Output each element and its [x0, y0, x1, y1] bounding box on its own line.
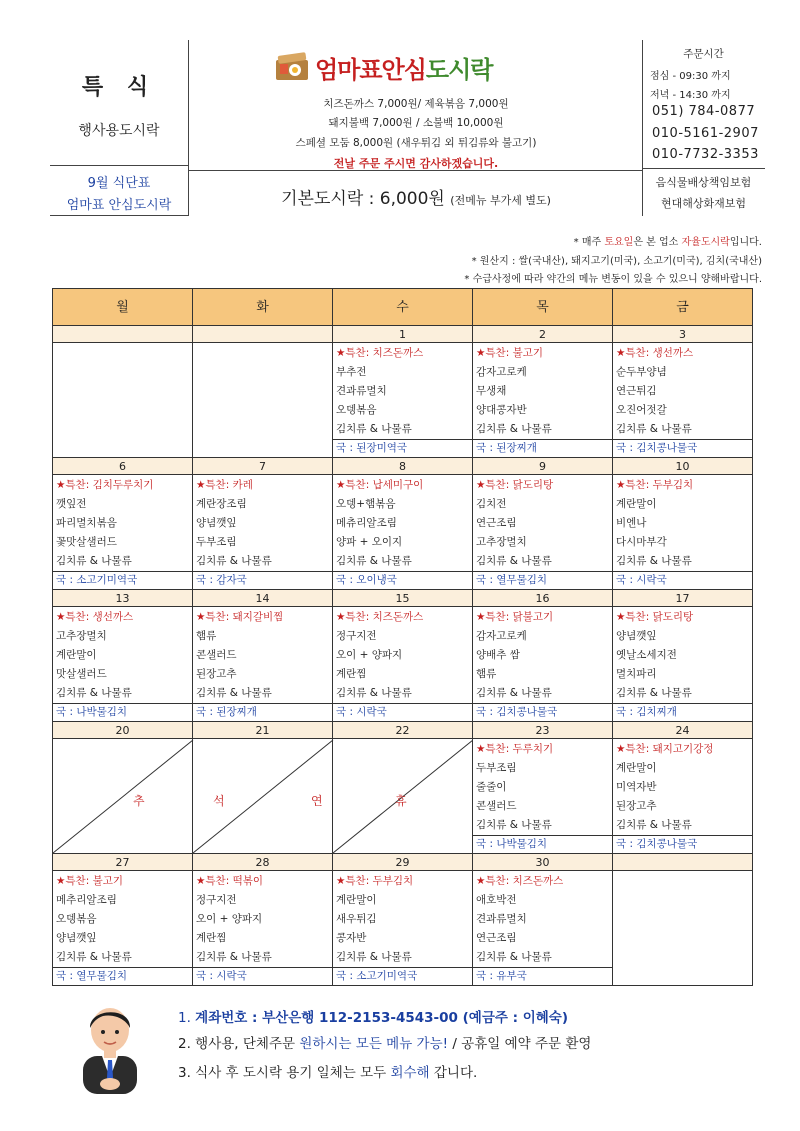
date-number-tue: 14	[193, 590, 333, 606]
menu-item: 계란말이	[336, 894, 377, 906]
note-saturday-prefix: * 매주	[573, 237, 605, 248]
menu-item: 햄류	[476, 668, 497, 680]
holiday-label-char: 석	[213, 794, 225, 808]
menu-item: 김치류 & 나물류	[616, 555, 692, 567]
special-dish: ★특찬: 카레	[196, 479, 253, 491]
menu-items	[613, 607, 752, 703]
vat-note: (전메뉴 부가세 별도)	[450, 194, 551, 207]
date-row	[53, 854, 752, 871]
menu-items	[193, 607, 332, 703]
menu-item: 양념깻잎	[56, 932, 97, 944]
special-dish	[616, 872, 749, 891]
day-row	[53, 871, 752, 985]
menu-item: 오이 + 양파지	[196, 913, 263, 925]
menu-item: 김치류 & 나물류	[616, 423, 692, 435]
day-cell-mon	[53, 871, 193, 985]
footer-line-1-text: 계좌번호 : 부산은행 112-2153-4543-00 (예금주 : 이혜숙)	[195, 1010, 569, 1026]
header-divider-left-h	[50, 165, 188, 166]
menu-item: 순두부양념	[616, 366, 667, 378]
soup-of-day: 국 : 소고기미역국	[53, 571, 192, 589]
footer-line-2-prefix: 2. 행사용, 단체주문	[178, 1036, 300, 1052]
date-number-mon: 13	[53, 590, 193, 606]
special-dish: ★특찬: 납세미구이	[336, 479, 424, 491]
day-cell-wed	[333, 607, 473, 721]
day-row	[53, 607, 752, 721]
day-cell-thu	[473, 343, 613, 457]
date-number-wed: 1	[333, 326, 473, 342]
weekday-fri: 금	[676, 300, 689, 315]
menu-item: 애호박전	[476, 894, 517, 906]
menu-item: 계란말이	[56, 649, 97, 661]
day-cell-tue	[193, 343, 333, 457]
soup-of-day: 국 : 된장찌개	[193, 703, 332, 721]
menu-item	[616, 891, 749, 910]
menu-items	[193, 871, 332, 967]
day-cell-mon	[53, 607, 193, 721]
note-saturday-suffix: 입니다.	[729, 237, 762, 248]
menu-item: 오진어젓갈	[616, 404, 667, 416]
date-number-fri	[613, 854, 752, 870]
phone-2: 010-5161-2907	[652, 126, 759, 141]
menu-item: 김치류 & 나물류	[616, 687, 692, 699]
order-notice: 전날 주문 주시면 감사하겠습니다.	[333, 157, 499, 170]
menu-item: 햄류	[196, 630, 217, 642]
soup-of-day: 국 : 시락국	[333, 703, 472, 721]
day-cell-fri	[613, 871, 752, 985]
special-subtitle: 행사용도시락	[78, 123, 160, 139]
footer-line-3-suffix: 갑니다.	[429, 1065, 478, 1081]
menu-item: 파리멸치볶음	[56, 517, 117, 529]
day-cell-fri	[613, 343, 752, 457]
special-dish: ★특찬: 두부김치	[336, 875, 414, 887]
weekday-tue: 화	[193, 289, 333, 325]
date-number-fri: 17	[675, 592, 690, 605]
date-number-fri: 24	[675, 724, 690, 737]
date-number-thu: 23	[473, 722, 613, 738]
menu-item: 된장고추	[616, 800, 657, 812]
day-cell-fri	[613, 475, 752, 589]
menu-item: 김치류 & 나물류	[476, 951, 552, 963]
brand-label: 엄마표 안심도시락	[66, 198, 172, 213]
menu-items	[53, 607, 192, 703]
day-cell-thu	[473, 871, 613, 985]
special-dish: ★특찬: 돼지고기강정	[616, 743, 714, 755]
menu-item: 메추리알조림	[56, 894, 117, 906]
menu-item: 김치류 & 나물류	[56, 555, 132, 567]
menu-item: 김치류 & 나물류	[336, 951, 412, 963]
date-number-wed: 8	[333, 458, 473, 474]
footer-line-group-order	[178, 1032, 591, 1052]
menu-item: 김치류 & 나물류	[476, 423, 552, 435]
date-number-thu: 2	[473, 326, 613, 342]
menu-item: 연근조림	[476, 517, 517, 529]
menu-item: 오뎅볶음	[336, 404, 377, 416]
date-number-thu: 30	[473, 854, 613, 870]
price-line-1: 치즈돈까스 7,000원/ 제육볶음 7,000원	[323, 98, 509, 110]
menu-items	[193, 475, 332, 571]
menu-item: 정구지전	[196, 894, 237, 906]
menu-item: 무생채	[476, 385, 507, 397]
special-dish: ★특찬: 떡볶이	[196, 875, 264, 887]
menu-item: 고추장멸치	[56, 630, 107, 642]
special-dish: ★특찬: 두부김치	[616, 479, 694, 491]
holiday-overlay	[53, 740, 473, 853]
holiday-label-char: 휴	[395, 794, 407, 808]
day-cell-thu	[473, 475, 613, 589]
special-dish: ★특찬: 치즈돈까스	[336, 347, 424, 359]
menu-item: 두부조림	[196, 536, 237, 548]
menu-item: 두부조림	[476, 762, 517, 774]
menu-calendar	[52, 288, 753, 986]
special-dish: ★특찬: 치즈돈까스	[336, 611, 424, 623]
weekday-thu: 목	[473, 289, 613, 325]
date-number-wed: 22	[333, 722, 473, 738]
menu-items	[53, 871, 192, 967]
menu-item: 연근조림	[476, 932, 517, 944]
menu-item: 미역자반	[616, 781, 657, 793]
menu-item: 계란장조림	[196, 498, 247, 510]
special-dish: ★특찬: 불고기	[56, 875, 124, 887]
day-cell-thu	[473, 739, 613, 853]
soup-of-day: 국 : 나박물김치	[473, 835, 612, 853]
special-dish: ★특찬: 닭불고기	[476, 611, 554, 623]
soup-of-day: 국 : 유부국	[473, 967, 612, 985]
menu-item: 연근튀김	[616, 385, 657, 397]
date-number-wed: 29	[333, 854, 473, 870]
date-number-thu: 9	[473, 458, 613, 474]
lunchbox-icon	[275, 50, 309, 82]
day-cell-tue	[193, 607, 333, 721]
menu-item	[196, 363, 329, 382]
date-number-mon: 20	[53, 722, 193, 738]
menu-items	[613, 871, 752, 967]
logo	[275, 48, 565, 84]
day-row	[53, 343, 752, 457]
note-saturday	[574, 233, 762, 248]
soup-of-day: 국 : 시락국	[613, 571, 752, 589]
insurance-1: 음식물배상책임보험	[655, 176, 752, 189]
insurance-2: 현대해상화재보험	[660, 197, 746, 210]
menu-item: 콘샐러드	[196, 649, 237, 661]
menu-items	[613, 739, 752, 835]
menu-item: 새우튀김	[336, 913, 377, 925]
menu-header	[50, 40, 765, 216]
special-dish: ★특찬: 생선까스	[56, 611, 134, 623]
menu-item: 김치류 & 나물류	[196, 687, 272, 699]
footer-line-1-num: 1.	[178, 1010, 196, 1026]
special-dish: ★특찬: 불고기	[476, 347, 544, 359]
menu-item	[56, 401, 189, 420]
menu-item	[616, 910, 749, 929]
special-dish: ★특찬: 닭도리탕	[476, 479, 554, 491]
menu-item: 다시마부각	[616, 536, 667, 548]
menu-item	[616, 948, 749, 967]
menu-items	[193, 343, 332, 439]
menu-items	[53, 475, 192, 571]
footer-line-2-suffix: / 공휴일 예약 주문 환영	[448, 1036, 592, 1052]
menu-item: 양념깻잎	[616, 630, 657, 642]
special-dish: ★특찬: 치즈돈까스	[476, 875, 564, 887]
footer-line-account	[178, 1006, 568, 1026]
special-title: 특 식	[81, 75, 157, 100]
soup-of-day: 국 : 나박물김치	[53, 703, 192, 721]
day-cell-thu	[473, 607, 613, 721]
date-number-mon	[53, 326, 193, 342]
date-number-wed: 15	[333, 590, 473, 606]
menu-item: 김치류 & 나물류	[616, 819, 692, 831]
menu-item: 양배추 쌈	[476, 649, 520, 661]
staff-avatar-icon	[75, 1000, 145, 1094]
date-number-tue: 21	[193, 722, 333, 738]
menu-items	[333, 475, 472, 571]
menu-items	[333, 871, 472, 967]
footer-line-3-prefix: 3. 식사 후 도시락 용기 일체는 모두	[178, 1065, 391, 1081]
special-dish	[196, 344, 329, 363]
menu-item	[56, 420, 189, 439]
soup-of-day	[193, 439, 332, 457]
order-lunch: 점심 - 09:30 까지	[650, 71, 731, 82]
menu-item: 계란말이	[616, 498, 657, 510]
day-cell-fri	[613, 739, 752, 853]
price-line-2: 돼지불백 7,000원 / 소불백 10,000원	[328, 117, 504, 129]
menu-item: 멸치파리	[616, 668, 657, 680]
soup-of-day: 국 : 감자국	[193, 571, 332, 589]
date-number-mon: 6	[53, 458, 193, 474]
menu-item: 깻잎전	[56, 498, 87, 510]
menu-item: 된장고추	[196, 668, 237, 680]
date-number-tue: 28	[193, 854, 333, 870]
calendar-week	[53, 458, 752, 590]
note-saturday-day: 토요일	[604, 237, 634, 248]
order-time-title: 주문시간	[683, 48, 724, 60]
menu-item: 줄줄이	[476, 781, 507, 793]
soup-of-day: 국 : 시락국	[193, 967, 332, 985]
weekday-mon: 월	[53, 289, 193, 325]
menu-item: 감자고로케	[476, 366, 527, 378]
special-dish: ★특찬: 닭도리탕	[616, 611, 694, 623]
note-change: * 수급사정에 따라 약간의 메뉴 변동이 있을 수 있으니 양해바랍니다.	[464, 274, 762, 285]
menu-item	[196, 382, 329, 401]
soup-of-day	[613, 967, 752, 985]
menu-item: 콩자반	[336, 932, 367, 944]
menu-item: 견과류멸치	[336, 385, 387, 397]
menu-item: 김치류 & 나물류	[196, 555, 272, 567]
menu-item	[56, 382, 189, 401]
menu-item: 김치류 & 나물류	[336, 687, 412, 699]
day-cell-tue	[193, 871, 333, 985]
soup-of-day: 국 : 열무물김치	[53, 967, 192, 985]
menu-items	[333, 607, 472, 703]
menu-item: 김치류 & 나물류	[336, 423, 412, 435]
menu-item: 김치류 & 나물류	[336, 555, 412, 567]
menu-item: 견과류멸치	[476, 913, 527, 925]
calendar-week	[53, 590, 752, 722]
menu-item: 감자고로케	[476, 630, 527, 642]
menu-item: 김치전	[476, 498, 507, 510]
logo-text-green: 도시락	[425, 56, 493, 84]
menu-items	[473, 475, 612, 571]
menu-item: 콘샐러드	[476, 800, 517, 812]
footer-line-return	[178, 1061, 477, 1081]
date-number-fri: 10	[675, 460, 690, 473]
menu-item: 김치류 & 나물류	[476, 819, 552, 831]
menu-item: 양파 + 오이지	[336, 536, 403, 548]
footer-line-2-highlight: 원하시는 모든 메뉴 가능!	[299, 1036, 449, 1052]
date-number-thu: 16	[473, 590, 613, 606]
special-dish: ★특찬: 김치두루치기	[56, 479, 154, 491]
calendar-weeks	[53, 326, 752, 985]
soup-of-day: 국 : 김치콩나물국	[613, 439, 752, 457]
phone-3: 010-7732-3353	[652, 147, 759, 162]
menu-item	[616, 929, 749, 948]
date-row	[53, 458, 752, 475]
special-dish: ★특찬: 생선까스	[616, 347, 694, 359]
menu-item: 고추장멸치	[476, 536, 527, 548]
holiday-label-char: 추	[133, 794, 145, 808]
special-dish	[56, 344, 189, 363]
note-origin: * 원산지 : 쌀(국내산), 돼지고기(미국), 소고기(미국), 김치(국내산)	[471, 256, 762, 267]
menu-items	[53, 343, 192, 439]
header-divider-left-bottom	[50, 215, 188, 216]
menu-item: 계란찜	[196, 932, 227, 944]
note-saturday-free: 자율도시락	[681, 237, 730, 248]
soup-of-day: 국 : 열무물김치	[473, 571, 612, 589]
menu-items	[333, 343, 472, 439]
menu-item: 양대콩자반	[476, 404, 527, 416]
holiday-diagonal	[53, 740, 193, 853]
menu-item: 맛살샐러드	[56, 668, 107, 680]
calendar-week	[53, 854, 752, 985]
special-dish: ★특찬: 두루치기	[476, 743, 554, 755]
weekday-header	[53, 289, 752, 326]
soup-of-day: 국 : 소고기미역국	[333, 967, 472, 985]
day-cell-tue	[193, 475, 333, 589]
basic-price	[190, 184, 642, 209]
order-dinner: 저녁 - 14:30 까지	[650, 90, 731, 101]
menu-item: 꽃맛살샐러드	[56, 536, 117, 548]
basic-price-text: 기본도시락 : 6,000원	[281, 189, 445, 209]
day-row	[53, 475, 752, 589]
menu-item: 부추전	[336, 366, 367, 378]
calendar-week	[53, 722, 752, 854]
soup-of-day: 국 : 오이냉국	[333, 571, 472, 589]
menu-item: 오뎅볶음	[56, 913, 97, 925]
date-number-mon: 27	[53, 854, 193, 870]
menu-item	[196, 401, 329, 420]
soup-of-day: 국 : 된장미역국	[333, 439, 472, 457]
header-divider-left	[188, 40, 189, 216]
menu-item	[196, 420, 329, 439]
date-number-tue	[193, 326, 333, 342]
soup-of-day: 국 : 된장찌개	[473, 439, 612, 457]
soup-of-day	[53, 439, 192, 457]
menu-item: 김치류 & 나물류	[56, 687, 132, 699]
date-row	[53, 326, 752, 343]
menu-item: 김치류 & 나물류	[56, 951, 132, 963]
menu-items	[613, 343, 752, 439]
menu-item: 김치류 & 나물류	[196, 951, 272, 963]
menu-item: 비엔나	[616, 517, 647, 529]
special-dish: ★특찬: 돼지갈비찜	[196, 611, 284, 623]
holiday-label-char: 연	[311, 794, 323, 808]
menu-item: 오이 + 양파지	[336, 649, 403, 661]
price-line-3: 스페셜 모둠 8,000원 (새우튀김 외 튀김류와 불고기)	[295, 137, 537, 149]
menu-item: 옛날소세지전	[616, 649, 677, 661]
logo-text	[315, 50, 492, 85]
phone-1: 051) 784-0877	[652, 104, 756, 119]
menu-item: 오뎅+햄볶음	[336, 498, 396, 510]
menu-item: 김치류 & 나물류	[476, 555, 552, 567]
day-cell-fri	[613, 607, 752, 721]
menu-item: 메츄리알조림	[336, 517, 397, 529]
date-number-fri: 3	[679, 328, 686, 341]
weekday-wed: 수	[333, 289, 473, 325]
menu-items	[613, 475, 752, 571]
date-row	[53, 590, 752, 607]
day-cell-mon	[53, 475, 193, 589]
menu-item	[56, 363, 189, 382]
menu-item: 계란말이	[616, 762, 657, 774]
menu-item: 계란찜	[336, 668, 367, 680]
footer-line-3-highlight: 회수해	[390, 1065, 430, 1081]
header-divider-right-h	[642, 168, 765, 169]
menu-item: 정구지전	[336, 630, 377, 642]
day-cell-mon	[53, 343, 193, 457]
calendar-week	[53, 326, 752, 458]
day-cell-wed	[333, 343, 473, 457]
logo-text-red: 엄마표안심	[315, 56, 426, 84]
soup-of-day: 국 : 김치콩나물국	[613, 835, 752, 853]
note-saturday-mid: 은 본 업소	[633, 237, 682, 248]
menu-item: 김치류 & 나물류	[476, 687, 552, 699]
menu-item: 양념깻잎	[196, 517, 237, 529]
date-row	[53, 722, 752, 739]
day-cell-wed	[333, 475, 473, 589]
menu-items	[473, 607, 612, 703]
soup-of-day: 국 : 김치찌개	[613, 703, 752, 721]
menu-items	[473, 739, 612, 835]
menu-month-label: 9월 식단표	[87, 176, 151, 191]
menu-items	[473, 343, 612, 439]
menu-items	[473, 871, 612, 967]
day-cell-wed	[333, 871, 473, 985]
date-number-tue: 7	[193, 458, 333, 474]
soup-of-day: 국 : 김치콩나물국	[473, 703, 612, 721]
